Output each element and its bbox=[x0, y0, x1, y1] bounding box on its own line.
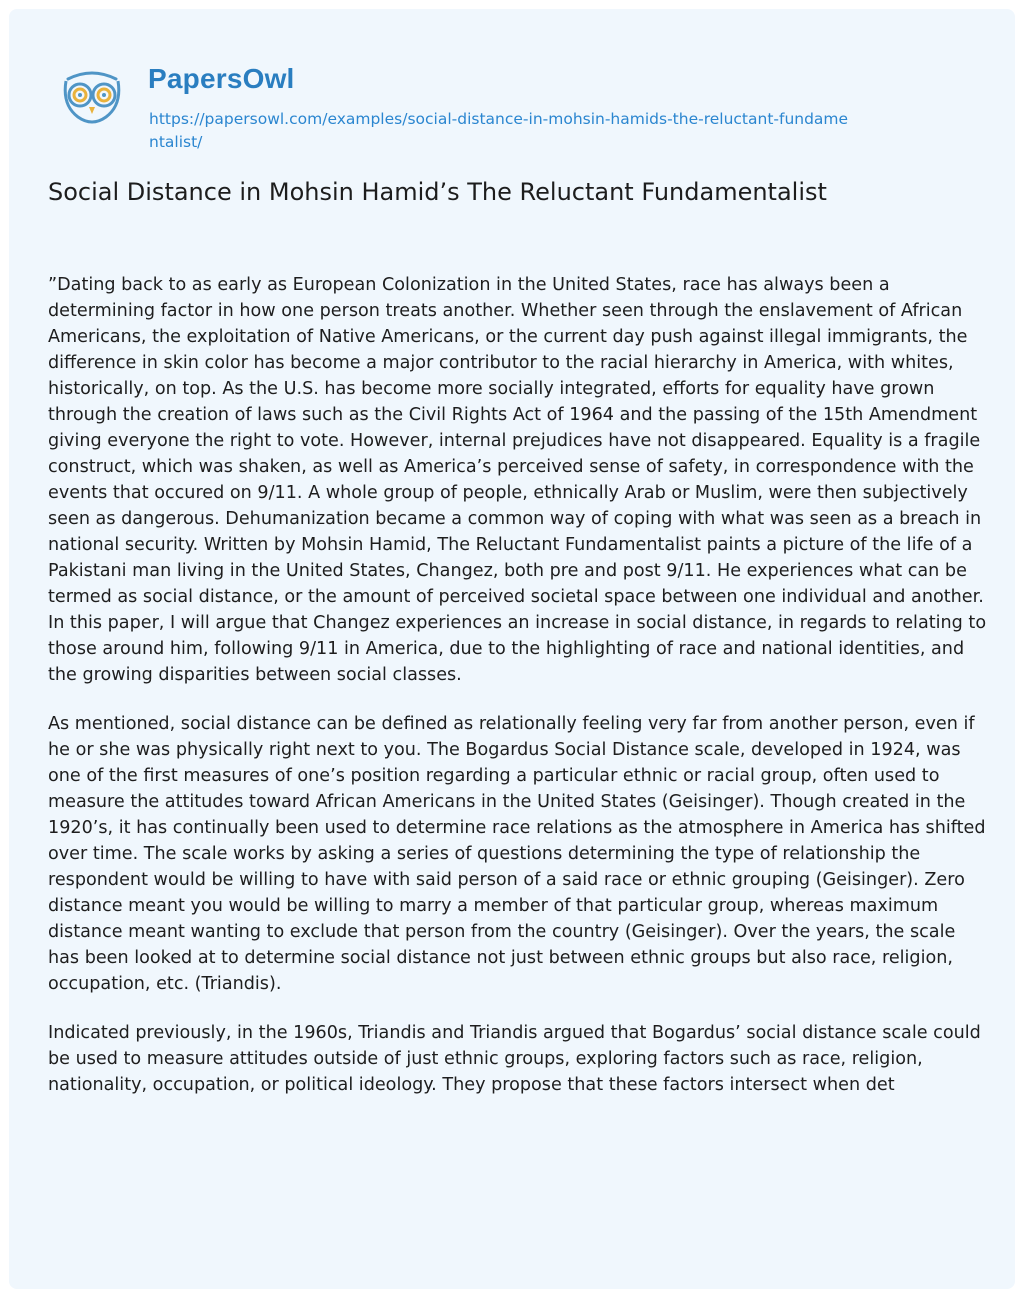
article-paragraph: Indicated previously, in the 1960s, Triandis and Triandis argued that Bogardus’ social distance scale could be used to measure attitudes outside of just ethnic groups, exploring factors such as race, religion, nationality, occupation, or political ideology. They propose that these factors intersect when det bbox=[48, 1023, 981, 1095]
article-paragraph: As mentioned, social distance can be defined as relationally feeling very far from another person, even if he or she was physically right next to you. The Bogardus Social Distance scale, developed in 1924, was one of the first measures of one’s position regarding a particular ethnic or racial group, often used to measure the attitudes toward African Americans in the United States (Geisinger). Though created in the 1920’s, it has continually been used to determine race relations as the atmosphere in America has shifted over time. The scale works by asking a series of questions determining the type of relationship the respondent would be willing to have with said person of a said race or ethnic grouping (Geisinger). Zero distance meant you would be willing to marry a member of that particular group, whereas maximum distance meant wanting to exclude that person from the country (Geisinger). Over the years, the scale has been looked at to determine social distance not just between ethnic groups but also race, religion, occupation, etc. (Triandis). bbox=[48, 714, 986, 994]
brand-name: PapersOwl bbox=[148, 63, 295, 94]
source-url-link[interactable]: https://papersowl.com/examples/social-distance-in-mohsin-hamids-the-reluctant-fundamentalist/ bbox=[149, 110, 849, 151]
owl-logo-icon bbox=[58, 65, 126, 129]
article-paragraph: ”Dating back to as early as European Colonization in the United States, race has always been a determining factor in how one person treats another. Whether seen through the enslavement of African Americans, the exploitation of Native Americans, or the current day push against illegal immigrants, the difference in skin color has become a major contributor to the racial hierarchy in America, with whites, historically, on top. As the U.S. has become more socially integrated, efforts for equality have grown through the creation of laws such as the Civil Rights Act of 1964 and the passing of the 15th Amendment giving everyone the right to vote. However, internal prejudices have not disappeared. Equality is a fragile construct, which was shaken, as well as America’s perceived sense of safety, in correspondence with the events that occured on 9/11. A whole group of people, ethnically Arab or Muslim, were then subjectively seen as dangerous. Dehumanization became a common way of coping with what was seen as a breach in national security. Written by Mohsin Hamid, The Reluctant Fundamentalist paints a picture of the life of a Pakistani man living in the United States, Changez, both pre and post 9/11. He experiences what can be termed as social distance, or the amount of perceived societal space between one individual and another. In this paper, I will argue that Changez experiences an increase in social distance, in regards to relating to those around him, following 9/11 in America, due to the highlighting of race and national identities, and the growing disparities between social classes. bbox=[48, 275, 987, 685]
article-body bbox=[48, 272, 990, 1121]
document-page bbox=[9, 9, 1015, 1289]
article-title: Social Distance in Mohsin Hamid’s The Reluctant Fundamentalist bbox=[48, 178, 827, 206]
header bbox=[58, 65, 958, 165]
